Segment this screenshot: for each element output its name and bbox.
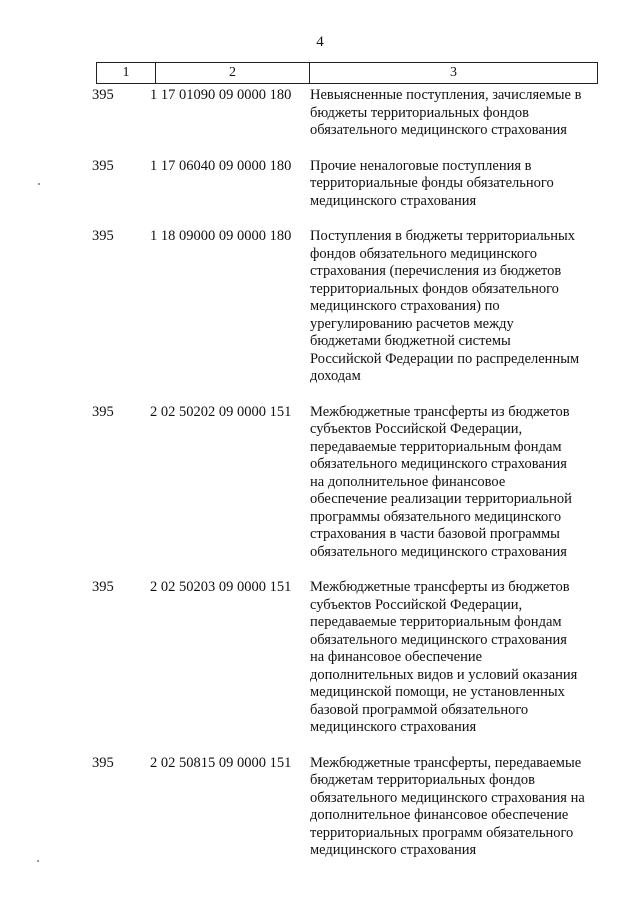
description-line: обеспечение реализации территориальной [310,491,572,507]
description-line: территориальные фонды обязательного [310,175,554,191]
table-row [90,158,600,211]
description-line: страхования в части базовой программы [310,526,560,542]
description-line: Прочие неналоговые поступления в [310,157,532,174]
revenue-description [310,158,600,211]
header-col-3: 3 [450,65,457,80]
description-line: медицинского страхования) по [310,298,500,314]
description-line: урегулированию расчетов между [310,315,514,332]
description-line: передаваемые территориальным фондам [310,614,562,630]
description-line: Невыясненные поступления, зачисляемые в [310,87,582,103]
description-line: обязательного медицинского страхования [310,631,567,648]
budget-classification-code: 2 02 50815 09 0000 151 [150,754,292,771]
revenue-description [310,87,600,140]
table-body [90,87,600,878]
revenue-description [310,228,600,386]
description-line: обязательного медицинского страхования [310,543,567,560]
header-col-2: 2 [156,63,310,83]
description-line: территориальных программ обязательного [310,824,574,841]
description-line: медицинского страхования [310,192,477,209]
table-row [90,87,600,140]
header-col-1: 1 [97,63,156,83]
table-row [90,404,600,562]
revenue-description [310,579,600,737]
description-line: бюджетам территориальных фондов [310,772,535,788]
admin-code: 395 [92,228,114,244]
admin-code: 395 [92,754,114,771]
description-line: медицинской помощи, не установленных [310,684,565,700]
admin-code: 395 [92,579,114,595]
table-row [90,579,600,737]
description-line: дополнительных видов и условий оказания [310,666,578,683]
budget-classification-code: 2 02 50202 09 0000 151 [150,403,292,420]
scan-speck [37,860,39,862]
description-line: медицинского страхования [310,719,477,735]
description-line: Межбюджетные трансферты из бюджетов [310,403,570,420]
description-line: территориальных фондов обязательного [310,280,559,297]
admin-code: 395 [92,157,114,174]
admin-code: 395 [92,87,114,103]
description-line: страхования (перечисления из бюджетов [310,263,562,279]
budget-classification-code: 2 02 50203 09 0000 151 [150,579,292,595]
table-header [96,62,598,84]
description-line: субъектов Российской Федерации, [310,421,523,437]
description-line: передаваемые территориальным фондам [310,438,562,455]
description-line: доходам [310,368,361,384]
description-line: Российской Федерации по распределенным [310,350,580,367]
description-line: обязательного медицинского страхования [310,456,567,472]
budget-classification-code: 1 18 09000 09 0000 180 [150,228,292,244]
description-line: медицинского страхования [310,842,477,858]
description-line: Межбюджетные трансферты из бюджетов [310,579,570,595]
description-line: на финансовое обеспечение [310,649,483,665]
table-row [90,755,600,860]
description-line: бюджетами бюджетной системы [310,333,511,349]
description-line: Межбюджетные трансферты, передаваемые [310,754,582,771]
description-line: обязательного медицинского страхования на [310,789,585,806]
description-line: базовой программой обязательного [310,701,529,718]
admin-code: 395 [92,403,114,420]
description-line: бюджеты территориальных фондов [310,104,529,121]
description-line: Поступления в бюджеты территориальных [310,228,576,244]
description-line: субъектов Российской Федерации, [310,596,523,613]
revenue-description [310,404,600,562]
budget-classification-code: 1 17 06040 09 0000 180 [150,157,292,174]
revenue-description [310,755,600,860]
page-number: 4 [316,34,324,50]
description-line: программы обязательного медицинского [310,508,562,525]
description-line: на дополнительное финансовое [310,473,506,490]
description-line: дополнительное финансовое обеспечение [310,807,569,823]
scan-speck [38,183,40,185]
budget-classification-code: 1 17 01090 09 0000 180 [150,87,292,103]
table-row [90,228,600,386]
description-line: обязательного медицинского страхования [310,122,567,138]
description-line: фондов обязательного медицинского [310,245,537,262]
